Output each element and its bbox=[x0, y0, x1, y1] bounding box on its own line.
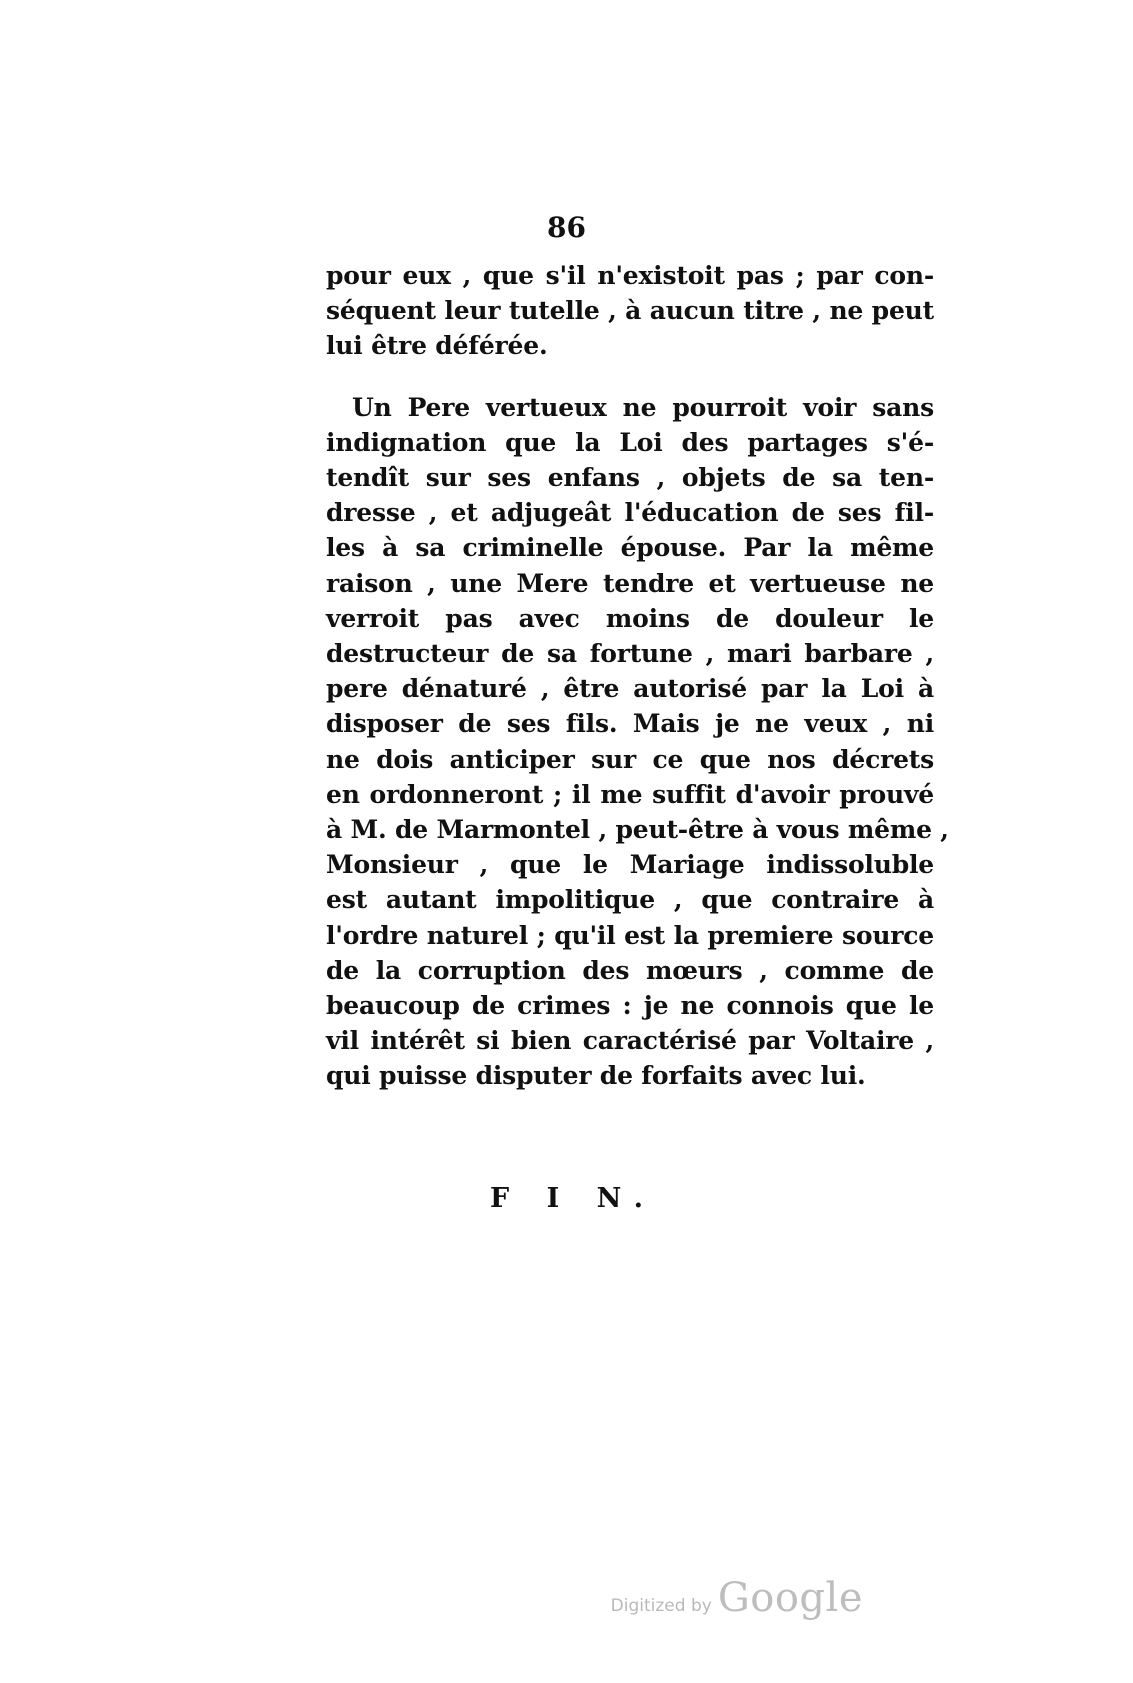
text-line: est autant impolitique , que contraire à bbox=[326, 885, 934, 915]
text-line: vil intérêt si bien caractérisé par Voltaire , bbox=[326, 1026, 934, 1056]
text-line: de la corruption des mœurs , comme de bbox=[326, 955, 934, 985]
text-line: à M. de Marmontel , peut-être à vous même , bbox=[326, 815, 949, 845]
text-line: qui puisse disputer de forfaits avec lui. bbox=[326, 1061, 866, 1091]
text-line: dresse , et adjugeât l'éducation de ses fil- bbox=[326, 498, 934, 528]
paragraph-gap bbox=[326, 364, 934, 390]
text-line: les à sa criminelle épouse. Par la même bbox=[326, 533, 934, 563]
text-line: l'ordre naturel ; qu'il est la premiere source bbox=[326, 920, 934, 950]
text-line: disposer de ses fils. Mais je ne veux , ni bbox=[326, 709, 934, 739]
watermark-prefix: Digitized by bbox=[610, 1596, 712, 1616]
text-line: Monsieur , que le Mariage indissoluble bbox=[326, 850, 934, 880]
text-line: indignation que la Loi des partages s'é- bbox=[326, 427, 934, 457]
text-line: raison , une Mere tendre et vertueuse ne bbox=[326, 568, 934, 598]
page-number: 86 bbox=[547, 211, 586, 244]
text-line: lui être déférée. bbox=[326, 331, 548, 361]
text-line: pour eux , que s'il n'existoit pas ; par con- bbox=[326, 261, 934, 290]
text-line: destructeur de sa fortune , mari barbare , bbox=[326, 639, 934, 669]
google-logo: Google bbox=[717, 1575, 863, 1621]
body-text bbox=[326, 258, 949, 1094]
text-line: tendît sur ses enfans , objets de sa ten- bbox=[326, 463, 934, 493]
text-line: pere dénaturé , être autorisé par la Loi à bbox=[326, 674, 934, 704]
digitized-watermark bbox=[611, 1575, 863, 1621]
text-line: verroit pas avec moins de douleur le bbox=[326, 603, 934, 633]
text-line: beaucoup de crimes : je ne connois que le bbox=[326, 991, 934, 1021]
text-line: Un Pere vertueux ne pourroit voir sans bbox=[352, 392, 934, 422]
fin-heading: F I N. bbox=[490, 1183, 657, 1214]
text-line: en ordonneront ; il me suffit d'avoir prouvé bbox=[326, 779, 934, 809]
text-line: ne dois anticiper sur ce que nos décrets bbox=[326, 744, 934, 774]
text-line: séquent leur tutelle , à aucun titre , ne peut bbox=[326, 296, 934, 326]
